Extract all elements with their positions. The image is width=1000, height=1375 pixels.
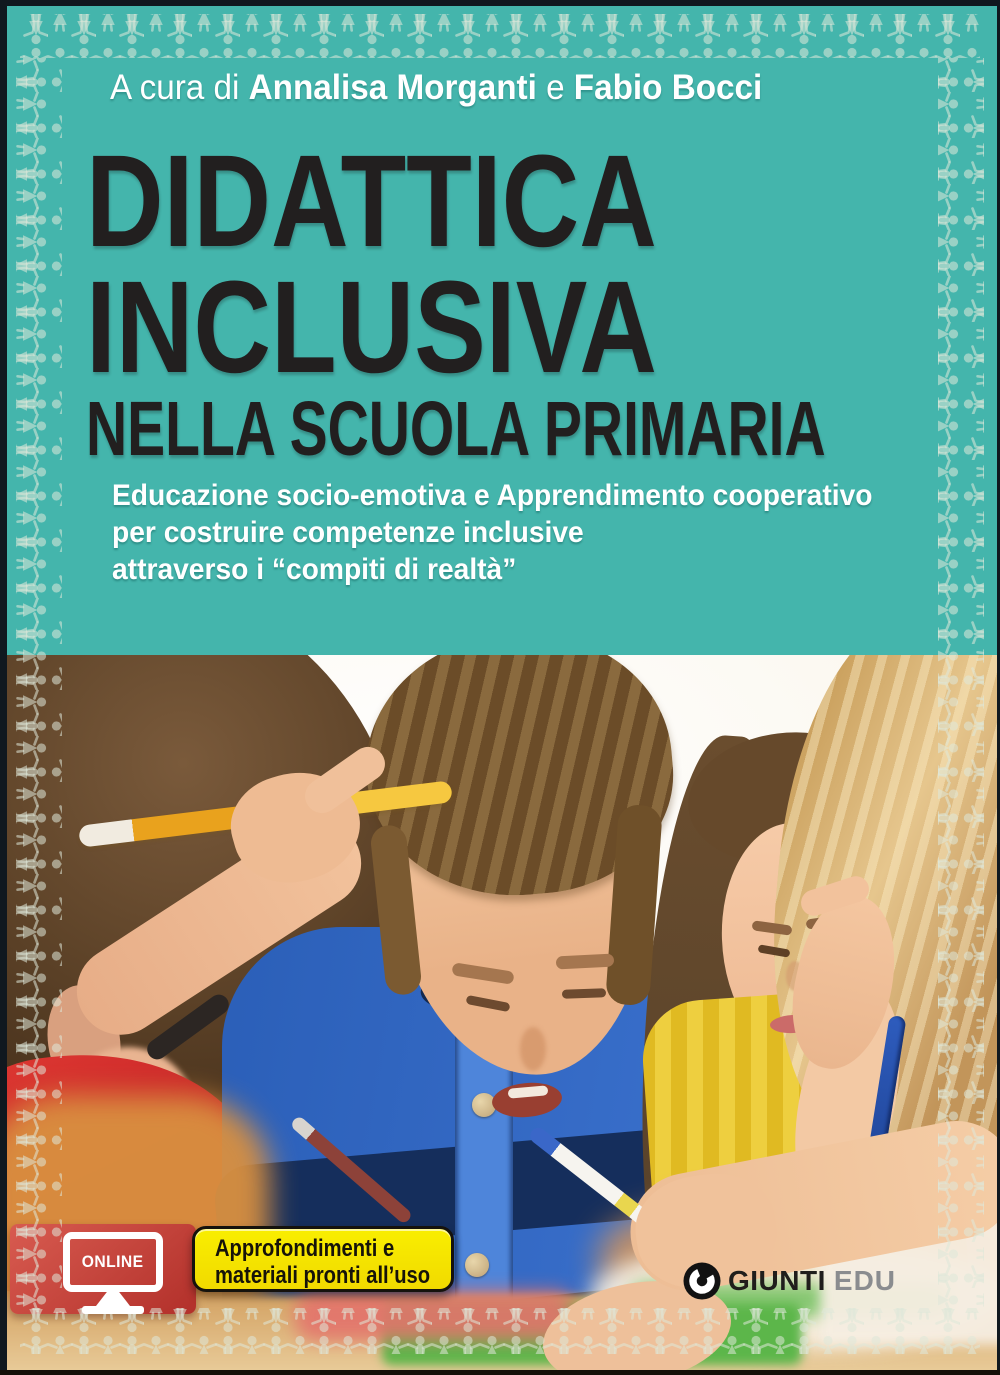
monitor-stand-icon	[96, 1292, 130, 1306]
title-line-3: NELLA SCUOLA PRIMARIA	[86, 386, 826, 472]
frame-edge-top	[0, 0, 1000, 6]
book-title	[86, 127, 1000, 472]
frame-edge-left	[0, 0, 7, 1375]
title-line-2: INCLUSIVA	[86, 253, 657, 400]
title-line-1: DIDATTICA	[86, 127, 657, 274]
author-prefix: A cura di	[110, 68, 249, 107]
author-conjunction: e	[536, 68, 574, 107]
boy-eye	[562, 988, 606, 999]
author-editor1: Annalisa Morganti	[248, 68, 537, 107]
publisher-logo	[683, 1261, 896, 1301]
author-editor2: Fabio Bocci	[573, 68, 763, 107]
monitor-icon	[63, 1232, 163, 1292]
pencil-case-blur	[295, 1291, 575, 1341]
subtitle-line-2: per costruire competenze inclusive	[112, 516, 584, 549]
monitor-base-icon	[82, 1306, 144, 1314]
book-subtitle	[112, 477, 921, 588]
online-badge	[10, 1224, 196, 1314]
online-label: ONLINE	[82, 1252, 144, 1271]
subtitle-line-3: attraverso i “compiti di realtà”	[112, 553, 517, 586]
callout-line-2: materiali pronti all’uso	[215, 1262, 431, 1289]
polo-button	[465, 1253, 489, 1277]
boy-nose	[520, 1027, 546, 1071]
author-line	[110, 68, 908, 108]
publisher-division: EDU	[833, 1265, 897, 1296]
callout-line-1: Approfondimenti e	[215, 1235, 395, 1262]
online-materials-callout	[192, 1226, 454, 1292]
giunti-logo-icon	[683, 1262, 721, 1300]
frame-edge-bottom	[0, 1370, 1000, 1375]
subtitle-line-1: Educazione socio-emotiva e Apprendimento cooperativo	[112, 479, 873, 512]
teal-header-panel	[0, 0, 1000, 655]
publisher-name: GIUNTI	[728, 1265, 826, 1296]
